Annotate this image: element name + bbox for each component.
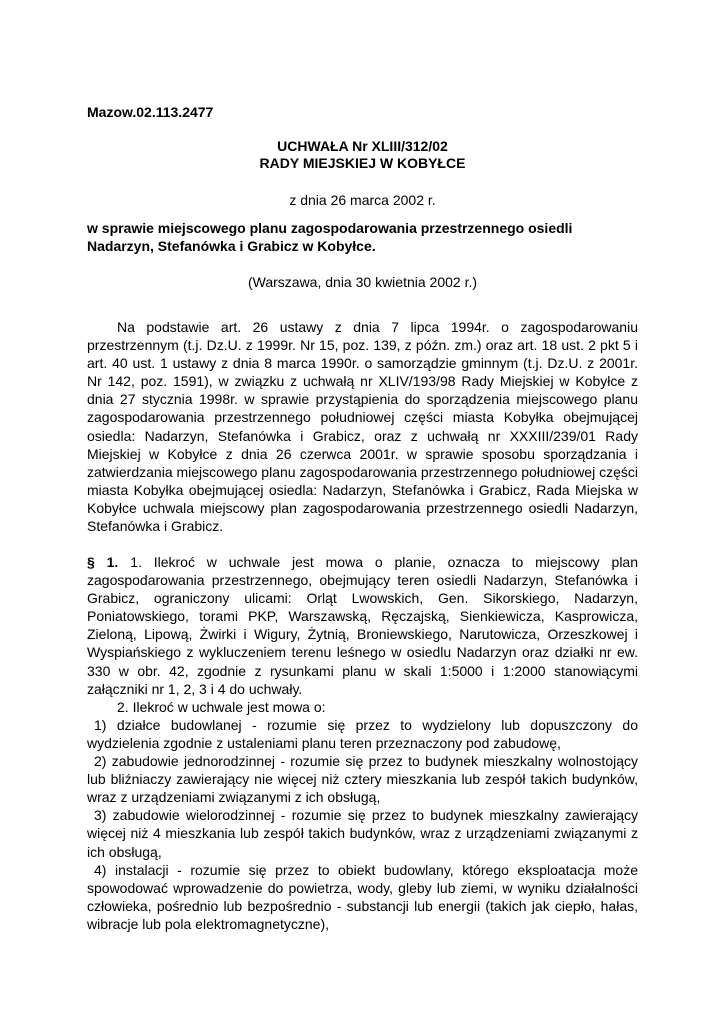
section-1-paragraph-1-text: 1. Ilekroć w uchwale jest mowa o planie, oznacza to miejscowy plan zagospodarowania przestrzennego, obejmujący teren osiedli Nadarzyn, Stefanówka i Grabicz, ograniczony ulicami: Orląt Lwowskich, Gen. Sikorskiego, Nadarzyn, Poniatowskiego, torami PKP, Warszawską, Ręczajską, Sienkiewicza, Kasprowicza, Zieloną, Lipową, Żwirki i Wigury, Żytnią, Broniewskiego, Narutowicza, Orzeszkowej i Wyspiańskiego z wykluczeniem terenu leśnego w osiedlu Nadarzyn oraz działki nr ew. 330 w obr. 42, zgodnie z rysunkami planu w skali 1:5000 i 1:2000 stanowiącymi załączniki nr 1, 2, 3 i 4 do uchwały. <box>87 554 639 697</box>
section-1-paragraph-2: 2. Ilekroć w uchwale jest mowa o: <box>117 698 326 715</box>
definition-item-3: 3) zabudowie wielorodzinnej - rozumie się przez to budynek mieszkalny zawierający więcej niż 4 mieszkania lub zespół takich budynków, wraz z urządzeniami związanymi z ich obsługą, <box>87 807 638 860</box>
resolution-date: z dnia 26 marca 2002 r. <box>289 192 436 208</box>
resolution-subject: w sprawie miejscowego planu zagospodarowania przestrzennego osiedli Nadarzyn, Stefanówka i Grabicz w Kobyłce. <box>87 220 573 254</box>
section-1 <box>87 553 638 933</box>
definition-item-2: 2) zabudowie jednorodzinnej - rozumie się przez to budynek mieszkalny wolnostojący lub bliźniaczy zawierający nie więcej niż cztery mieszkania lub zespół takich budynków, wraz z urządzeniami związanymi z ich obsługą, <box>87 753 638 806</box>
definition-item-1: 1) działce budowlanej - rozumie się przez to wydzielony lub dopuszczony do wydzielenia zgodnie z ustaleniami planu teren przeznaczony pod zabudowę, <box>87 716 638 751</box>
preamble-paragraph: Na podstawie art. 26 ustawy z dnia 7 lipca 1994r. o zagospodarowaniu przestrzennym (t.j. Dz.U. z 1999r. Nr 15, poz. 139, z późn. zm.) oraz art. 18 ust. 2 pkt 5 i art. 40 ust. 1 ustawy z dnia 8 marca 1990r. o samorządzie gminnym (t.j. Dz.U. z 2001r. Nr 142, poz. 1591), w związku z uchwałą nr XLIV/193/98 Rady Miejskiej w Kobyłce z dnia 27 stycznia 1998r. w sprawie przystąpienia do sporządzenia miejscowego planu zagospodarowania przestrzennego południowej części miasta Kobyłka obejmującej osiedla: Nadarzyn, Stefanówka i Grabicz, oraz z uchwałą nr XXXIII/239/01 Rady Miejskiej w Kobyłce z dnia 26 czerwca 2001r. w sprawie sposobu sporządzania i zatwierdzania miejscowego planu zagospodarowania przestrzennego południowej części miasta Kobyłka obejmującej osiedla: Nadarzyn, Stefanówka i Grabicz, Rada Miejska w Kobyłce uchwala miejscowy plan zagospodarowania przestrzennego osiedli Nadarzyn, Stefanówka i Grabicz. <box>87 319 638 535</box>
publication-note: (Warszawa, dnia 30 kwietnia 2002 r.) <box>247 274 478 290</box>
definition-item-4: 4) instalacji - rozumie się przez to obiekt budowlany, którego eksploatacja może spowodować wprowadzenie do powietrza, wody, gleby lub ziemi, w wyniku działalności człowieka, pośrednio lub bezpośrednio - substancji lub energii (takich jak ciepło, hałas, wibracje lub pola elektromagnetyczne), <box>87 861 638 932</box>
section-1-paragraph-1 <box>87 553 638 698</box>
title-line-1: UCHWAŁA Nr XLIII/312/02 <box>277 138 448 154</box>
section-mark: § 1. <box>87 554 119 570</box>
title-line-2: RADY MIEJSKIEJ W KOBYŁCE <box>259 155 466 171</box>
resolution-title <box>87 138 638 172</box>
document-reference: Mazow.02.113.2477 <box>87 104 214 120</box>
